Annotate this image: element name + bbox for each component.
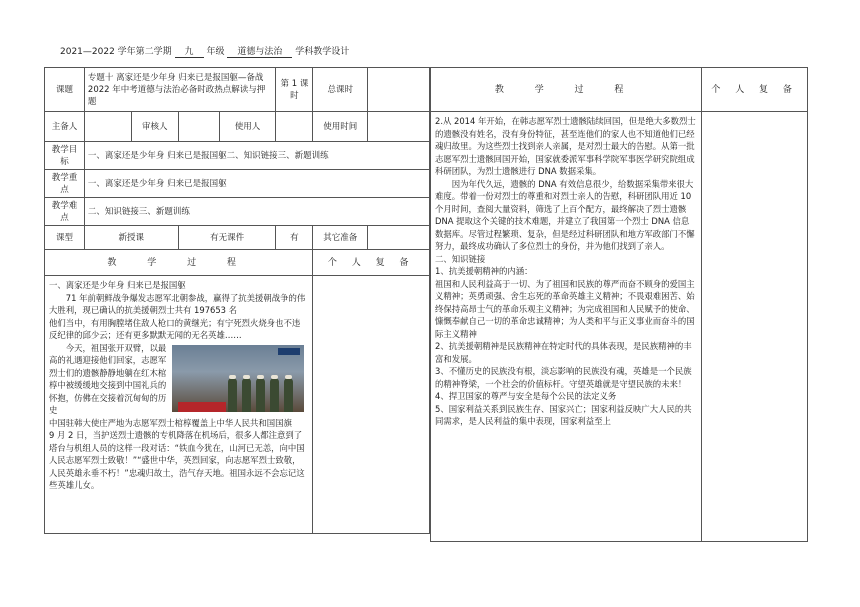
para-ambassador: 中国驻韩大使庄严地为志愿军烈士棺椁覆盖上中华人民共和国国旗: [49, 417, 292, 428]
photo-soldier: [270, 378, 279, 412]
section-two-title: 二、知识链接: [435, 253, 486, 264]
photo-carpet: [178, 402, 226, 412]
para-dna-research: 因为年代久远，遗骸的 DNA 有效信息很少，给数据采集带来很大难度。带着一份对烈士的尊重和对烈士亲人的告慰，科研团队用近 10 个月时间，查阅大量资料，筛选了上百个配方，最终解决了烈士遗骸 DNA 提取这个关键的技术难题，并建立了我国第一个烈士 DNA 信息数据库。尽管过程繁琐、复杂，但是经过科研团队和地方军政部门不懈努力，最终成功确认了多位烈士的身份，并为他们找到了亲人。: [435, 178, 695, 251]
knowledge-3: 3、不懂历史的民族没有根，淡忘影响的民族没有魂，英雄是一个民族的精神脊梁，一个社会的价值标杆。守望英雄就是守望民族的未来！: [435, 366, 692, 389]
topic-label: 课题: [45, 68, 85, 112]
photo-cap: [271, 375, 278, 379]
courseware-label: 有无课件: [178, 226, 276, 250]
right-review-header: 个 人 复 备: [702, 68, 808, 112]
para-heroes: 他们当中，有用胸膛堵住敌人枪口的黄继光；有宁死烈火烧身也不违反纪律的邱少云；还有更多默默无闻的无名英雄……: [49, 317, 301, 340]
type-label: 课型: [45, 226, 85, 250]
reviewer-value: [178, 112, 219, 142]
use-time-label: 使用时间: [313, 112, 368, 142]
left-process-body: [45, 276, 313, 534]
photo-cap: [257, 375, 264, 379]
photo-soldier: [228, 378, 237, 412]
reviewer-label: 审核人: [131, 112, 178, 142]
design-suffix: 学科教学设计: [295, 47, 350, 57]
other-value: [368, 226, 430, 250]
use-time-value: [368, 112, 430, 142]
knowledge-1-text: 祖国和人民利益高于一切、为了祖国和民族的尊严而奋不顾身的爱国主义精神；英勇顽强、舍生忘死的革命英雄主义精神；不畏艰难困苦、始终保持高昂士气的革命乐观主义精神；为完成祖国和人民赋予的使命、慷慨奉献自己一切的革命忠诚精神；为人类和平与正义事业而奋斗的国际主义精神: [435, 278, 695, 339]
photo-soldier: [284, 378, 293, 412]
total-period-label: 总课时: [313, 68, 368, 112]
semester-text: 2021—2022 学年第二学期: [60, 47, 172, 57]
goal-text: 一、离家还是少年身 归来已是报国躯二、知识链接三、新题训练: [84, 142, 429, 170]
photo-logo: [278, 348, 300, 355]
user-value: [276, 112, 313, 142]
left-review-header: 个 人 复 备: [313, 250, 430, 276]
left-process-header: 教 学 过 程: [45, 250, 313, 276]
subject-value: 道德与法治: [227, 44, 292, 58]
para-history: 71 年前朝鲜战争爆发志愿军北朝参战，赢得了抗美援朝战争的伟大胜利，现已确认的抗美援朝烈士共有 197653 名: [49, 292, 306, 315]
goal-label: 教学目标: [45, 142, 85, 170]
topic-text: 专题十 离家还是少年身 归来已是报国躯—备战 2022 年中考道德与法治必备时政热点解读与押题: [84, 68, 276, 112]
key-label: 教学重点: [45, 170, 85, 198]
photo-soldier: [256, 378, 265, 412]
other-label: 其它准备: [313, 226, 368, 250]
user-label: 使用人: [219, 112, 276, 142]
grade-value: 九: [175, 44, 204, 58]
total-period-value: [368, 68, 430, 112]
photo-cap: [285, 375, 292, 379]
knowledge-4: 4、捍卫国家的尊严与安全是每个公民的法定义务: [435, 391, 617, 401]
right-process-body: [431, 112, 702, 542]
para-tower-dialog: 9 月 2 日，当护送烈士遗骸的专机降落在机场后，很多人都注意到了塔台与机组人员的这样一段对话：“铁血今犹在，山河已无恙，向中国人民志愿军烈士致敬！”“盛世中华，英烈回家，向志愿军烈士致敬，人民英雄永垂不朽！”忠魂归故土，浩气存天地。祖国永远不会忘记这些英雄儿女。: [49, 430, 305, 490]
period-text: 第 1 课时: [276, 68, 313, 112]
knowledge-5: 5、国家利益关系到民族生存、国家兴亡；国家利益反映广大人民的共同需求，是人民利益的集中表现，国家利益至上: [435, 403, 692, 426]
photo-soldier: [242, 378, 251, 412]
para-welcome: 今天，祖国张开双臂，以最高的礼遇迎接他们回家，志愿军烈士们的遗骸静静地躺在红木棺椁中被缓缓地交接到中国礼兵的怀抱，仿佛在交接着沉甸甸的历史: [49, 342, 167, 415]
type-value: 新授课: [84, 226, 178, 250]
para-dna-intro: 2.从 2014 年开始，在韩志愿军烈士遗骸陆续回国，但是绝大多数烈士的遗骸没有姓名，没有身份特征，甚至连他们的家人也不知道他们已经魂归故里。为这些烈士找到亲人亲属，是对烈士最大的告慰。从第一批志愿军烈士遗骸回国开始，国家就委派军事科学院军事医学研究院组成科研团队，为烈士遗骸进行 DNA 数据采集。: [435, 116, 696, 176]
lesson-info-table: [44, 67, 430, 534]
right-review-body: [702, 112, 808, 542]
left-review-body: [313, 276, 430, 534]
knowledge-1-title: 1、抗美援朝精神的内涵：: [435, 266, 533, 276]
difficult-text: 二、知识链接三、新题训练: [84, 198, 429, 226]
grade-suffix: 年级: [206, 47, 225, 57]
right-process-table: [430, 67, 808, 542]
doc-header: [60, 44, 349, 58]
photo-cap: [243, 375, 250, 379]
knowledge-2: 2、抗美援朝精神是民族精神在特定时代的具体表现，是民族精神的丰富和发展。: [435, 341, 692, 364]
ceremony-photo: [172, 345, 304, 412]
section-one-title: 一、离家还是少年身 归来已是报国躯: [49, 280, 186, 290]
photo-cap: [229, 375, 236, 379]
preparer-value: [84, 112, 131, 142]
preparer-label: 主备人: [45, 112, 85, 142]
courseware-value: 有: [276, 226, 313, 250]
key-text: 一、离家还是少年身 归来已是报国躯: [84, 170, 429, 198]
difficult-label: 教学难点: [45, 198, 85, 226]
right-process-header: 教 学 过 程: [431, 68, 702, 112]
right-panel: [430, 67, 808, 542]
